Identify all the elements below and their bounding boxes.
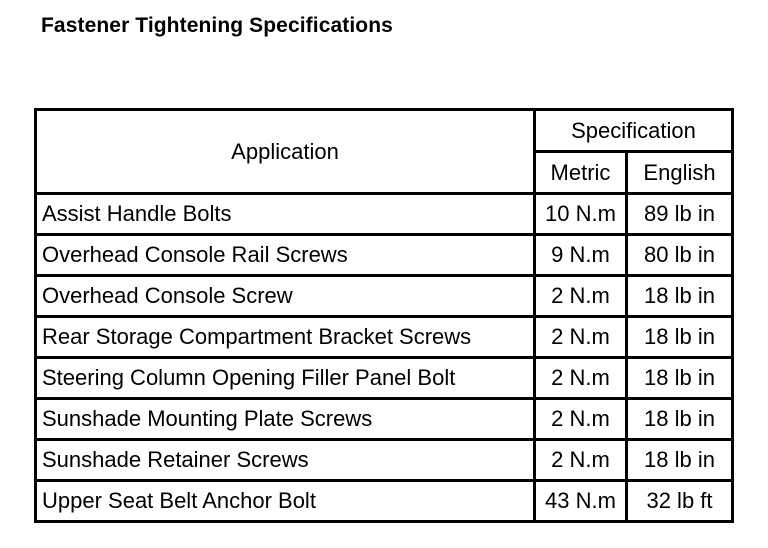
english-cell: 18 lb in bbox=[628, 441, 731, 482]
application-cell: Sunshade Mounting Plate Screws bbox=[37, 400, 536, 441]
application-cell: Sunshade Retainer Screws bbox=[37, 441, 536, 482]
metric-cell: 2 N.m bbox=[536, 400, 628, 441]
metric-cell: 43 N.m bbox=[536, 482, 628, 520]
table-row bbox=[37, 359, 731, 400]
specification-column-header: Specification bbox=[536, 111, 731, 153]
english-cell: 32 lb ft bbox=[646, 488, 713, 513]
application-cell: Overhead Console Screw bbox=[37, 277, 536, 318]
english-column-header: English bbox=[628, 153, 731, 195]
page-title: Fastener Tightening Specifications bbox=[41, 14, 393, 37]
metric-cell: 10 N.m bbox=[536, 195, 628, 236]
application-cell: Assist Handle Bolts bbox=[37, 195, 536, 236]
table-row bbox=[37, 236, 731, 277]
metric-column-header: Metric bbox=[536, 153, 628, 195]
metric-cell: 2 N.m bbox=[536, 441, 628, 482]
application-cell: Rear Storage Compartment Bracket Screws bbox=[37, 318, 536, 359]
english-cell: 89 lb in bbox=[628, 195, 731, 236]
metric-cell: 2 N.m bbox=[536, 359, 628, 400]
application-cell: Overhead Console Rail Screws bbox=[37, 236, 536, 277]
table-row bbox=[37, 400, 731, 441]
fastener-spec-table bbox=[34, 108, 734, 523]
metric-cell: 2 N.m bbox=[536, 318, 628, 359]
application-cell: Steering Column Opening Filler Panel Bolt bbox=[37, 359, 536, 400]
application-cell: Upper Seat Belt Anchor Bolt bbox=[37, 482, 536, 520]
english-cell: 18 lb in bbox=[628, 359, 731, 400]
table-row bbox=[37, 441, 731, 482]
table-row bbox=[37, 195, 731, 236]
metric-cell: 2 N.m bbox=[536, 277, 628, 318]
english-cell: 80 lb in bbox=[628, 236, 731, 277]
application-column-header: Application bbox=[37, 111, 536, 195]
table-row bbox=[37, 318, 731, 359]
table-row bbox=[37, 482, 731, 520]
english-cell: 18 lb in bbox=[628, 400, 731, 441]
metric-cell: 9 N.m bbox=[536, 236, 628, 277]
english-cell: 18 lb in bbox=[628, 318, 731, 359]
table-row bbox=[37, 277, 731, 318]
english-cell: 18 lb in bbox=[628, 277, 731, 318]
